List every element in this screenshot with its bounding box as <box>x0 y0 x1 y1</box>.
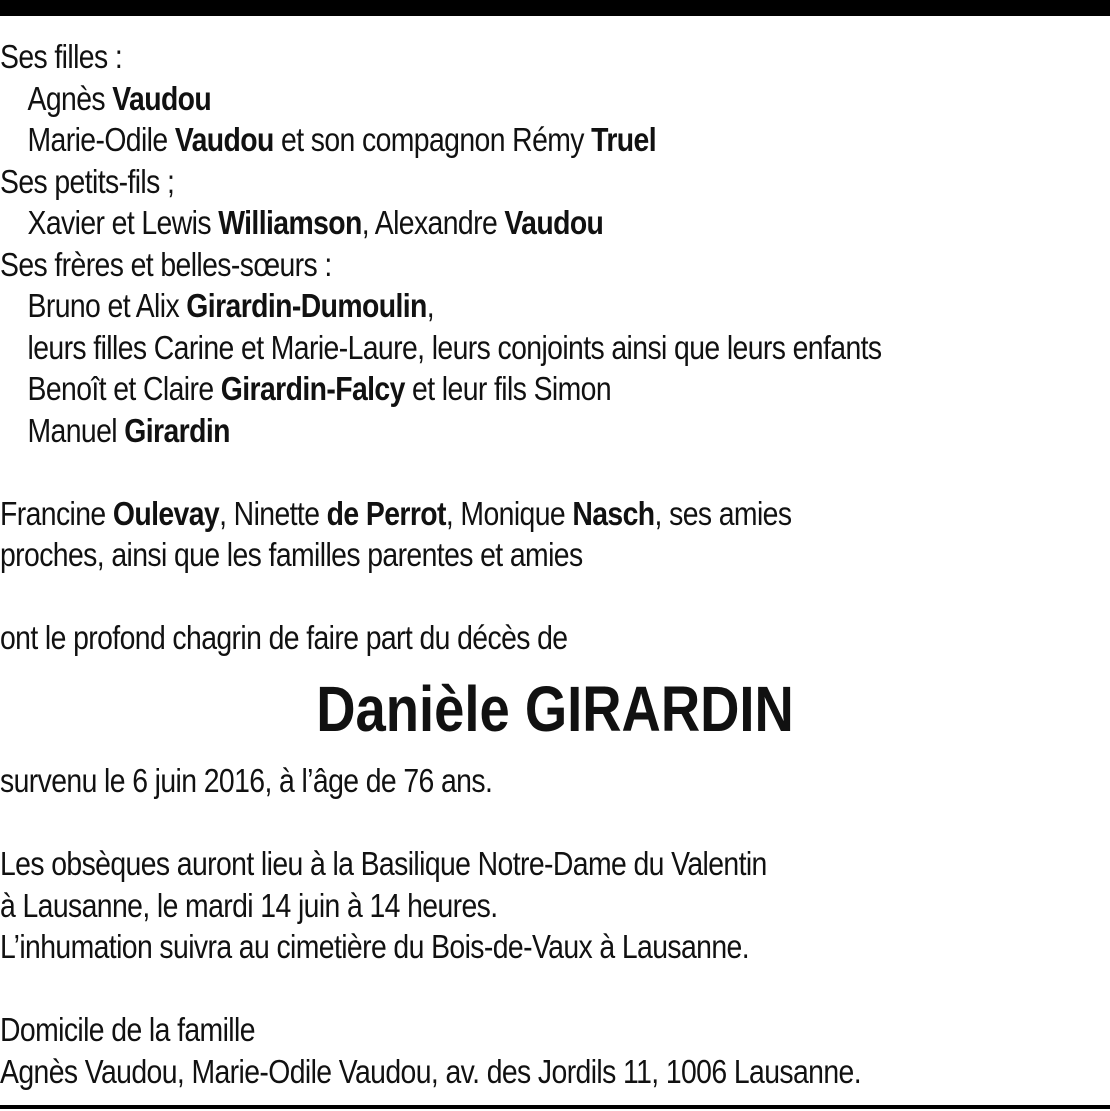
text-segment: , Ninette <box>219 494 327 532</box>
text-line <box>0 161 1109 203</box>
surname: Oulevay <box>112 494 220 532</box>
text-line <box>0 202 1109 244</box>
text-segment: et son compagnon Rémy <box>273 121 592 158</box>
text-line <box>0 327 1109 369</box>
text-line <box>0 78 1109 120</box>
text-segment: et leur fils Simon <box>404 370 612 407</box>
surname: Nasch <box>572 494 655 532</box>
deceased-name: Danièle GIRARDIN <box>316 673 794 745</box>
text-segment: Ses filles : <box>0 38 123 75</box>
surname: Girardin <box>124 411 230 449</box>
text-line <box>0 410 1109 452</box>
funeral-details <box>0 760 1109 1092</box>
top-rule <box>0 0 1110 16</box>
surname: Truel <box>591 121 656 158</box>
text-line: Domicile de la famille <box>0 1011 255 1048</box>
text-segment: proches, ainsi que les familles parentes et amies <box>0 536 583 573</box>
surname: Williamson <box>218 204 362 241</box>
text-line: survenu le 6 juin 2016, à l’âge de 76 ans. <box>0 762 493 799</box>
text-line: Les obsèques auront lieu à la Basilique Notre-Dame du Valentin <box>0 845 767 882</box>
text-segment: Agnès <box>27 79 113 117</box>
text-line <box>0 617 1109 659</box>
surname: Vaudou <box>174 121 274 158</box>
text-segment: Ses frères et belles-sœurs : <box>0 245 332 283</box>
surname: Girardin-Falcy <box>220 370 405 407</box>
surname: Girardin-Dumoulin <box>186 287 427 324</box>
text-segment: , Alexandre <box>361 204 505 241</box>
surname: Vaudou <box>504 204 604 241</box>
text-segment: Xavier et Lewis <box>27 204 219 241</box>
text-line <box>0 36 1109 78</box>
text-line <box>0 534 1109 576</box>
text-segment: , ses amies <box>654 494 792 532</box>
blank-line <box>0 802 1109 844</box>
blank-line <box>0 968 1109 1010</box>
text-line: à Lausanne, le mardi 14 juin à 14 heures. <box>0 886 498 924</box>
surname: de Perrot <box>326 494 446 532</box>
text-segment: ont le profond chagrin de faire part du décès de <box>0 619 568 656</box>
text-segment: Benoît et Claire <box>27 370 221 407</box>
bottom-rule <box>0 1105 1110 1109</box>
text-segment: Francine <box>0 494 113 532</box>
text-line <box>0 244 1109 286</box>
text-line <box>0 368 1109 410</box>
text-segment: Ses petits-fils ; <box>0 162 175 200</box>
text-segment: Manuel <box>27 411 125 449</box>
blank-line <box>0 451 1109 493</box>
text-line <box>0 493 1109 535</box>
text-line: Agnès Vaudou, Marie-Odile Vaudou, av. des Jordils 11, 1006 Lausanne. <box>0 1052 861 1090</box>
blank-line <box>0 576 1109 618</box>
family-announcement <box>0 36 1109 659</box>
text-segment: Bruno et Alix <box>27 287 187 324</box>
text-line <box>0 119 1109 161</box>
text-segment: Marie-Odile <box>27 121 175 158</box>
text-line <box>0 285 1109 327</box>
surname: Vaudou <box>112 79 212 117</box>
text-segment: , <box>426 287 435 324</box>
text-segment: leurs filles Carine et Marie-Laure, leurs conjoints ainsi que leurs enfants <box>27 328 882 366</box>
text-line: L’inhumation suivra au cimetière du Bois-de-Vaux à Lausanne. <box>0 928 750 965</box>
text-segment: , Monique <box>445 494 573 532</box>
